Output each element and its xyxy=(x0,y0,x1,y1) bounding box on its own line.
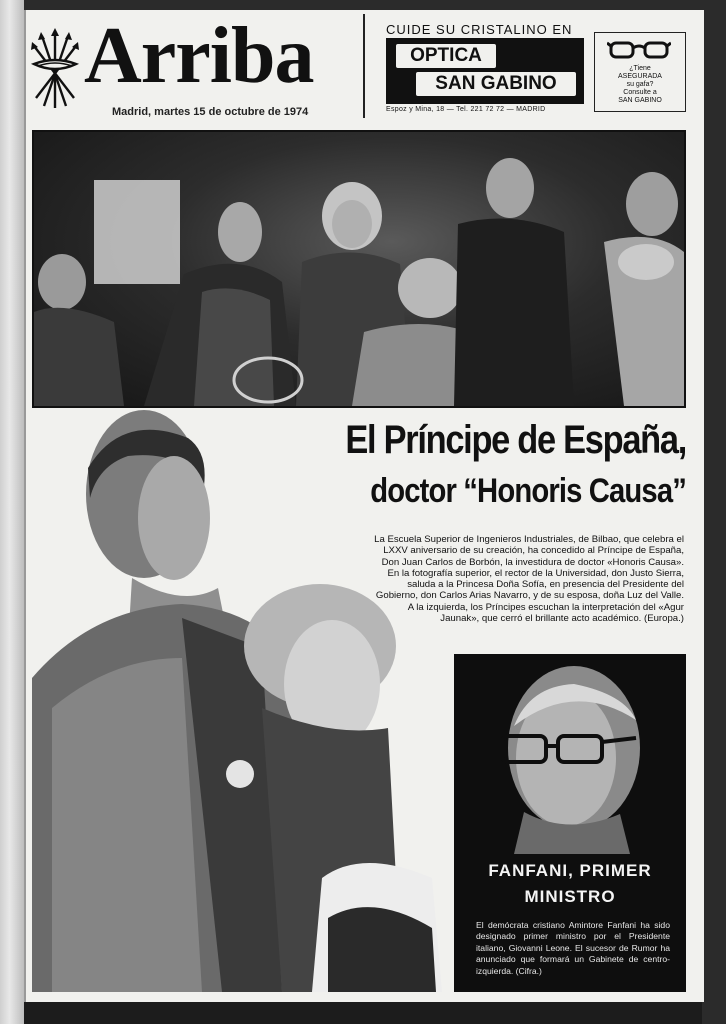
masthead-divider xyxy=(363,14,365,118)
newspaper-page xyxy=(24,10,704,1002)
ceremony-photo xyxy=(32,130,686,408)
ad-name-box xyxy=(386,38,584,104)
ad-side-box xyxy=(594,32,686,112)
headline-line-1: El Príncipe de España, xyxy=(345,418,686,462)
ad-tagline: CUIDE SU CRISTALINO EN xyxy=(386,22,573,37)
fanfani-box xyxy=(454,654,686,992)
fanfani-title-line-2: MINISTRO xyxy=(524,887,616,906)
ad-name-optica: OPTICA xyxy=(396,44,496,68)
optica-advertisement xyxy=(380,18,690,118)
ad-name-san-gabino: SAN GABINO xyxy=(416,72,576,96)
headline-line-2: doctor “Honoris Causa” xyxy=(370,472,686,510)
ad-address: Espoz y Mina, 18 — Tel. 221 72 72 — MADRID xyxy=(386,106,546,113)
eyeglasses-icon xyxy=(607,37,671,61)
binding-spine xyxy=(0,0,24,1024)
fanfani-title-line-1: FANFANI, PRIMER xyxy=(488,861,652,880)
fanfani-portrait-illustration xyxy=(454,654,686,854)
fanfani-title xyxy=(454,858,686,910)
scan-bottom-edge xyxy=(24,1002,702,1024)
newspaper-logo: Arriba xyxy=(84,12,314,100)
fanfani-text: El demócrata cristiano Amintore Fanfani ha sido designado primer ministro por el Presidente italiano, Giovanni Leone. El sucesor de Rumor ha anunciado que formará un Gabinete de centro-izquierda. (Cifra.) xyxy=(476,920,670,976)
article-caption: La Escuela Superior de Ingenieros Industriales, de Bilbao, que celebra el LXXV aniversario de su creación, ha concedido al Príncipe de España, Don Juan Carlos de Borbón, la investidura de doctor «Honoris Causa». En la fotografía superior, el rector de la Universidad, don Justo Sierra, saluda a la Princesa Doña Sofía, en presencia del Presidente del Gobierno, don Carlos Arias Navarro, y de su esposa, doña Luz del Valle. A la izquierda, los Príncipes escuchan la interpretación del «Agur Jaunak», que cerró el brillante acto académico. (Europa.) xyxy=(374,534,684,625)
yoke-and-arrows-emblem-icon xyxy=(30,28,80,114)
ad-side-text: ¿Tiene ASEGURADA su gafa? Consulte a SAN GABINO xyxy=(618,65,662,104)
masthead xyxy=(26,10,704,122)
ceremony-photo-illustration xyxy=(34,132,684,406)
dateline: Madrid, martes 15 de octubre de 1974 xyxy=(112,106,309,118)
